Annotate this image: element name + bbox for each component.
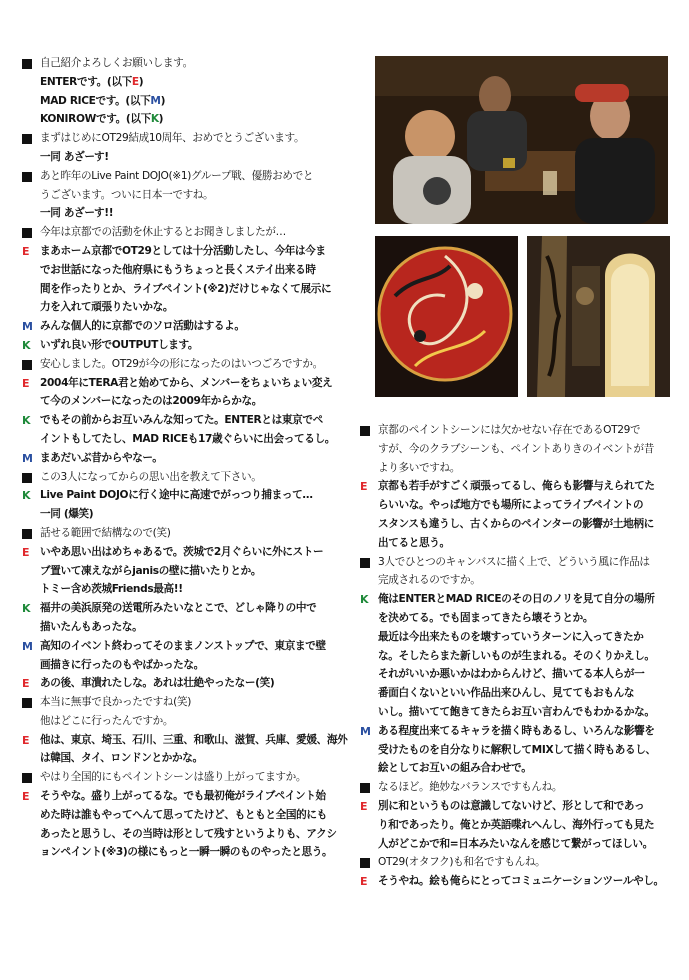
- speaker-k-marker: K: [22, 602, 31, 616]
- speaker-k-marker: K: [22, 489, 31, 503]
- left-line: [22, 129, 358, 148]
- right-line: [360, 759, 675, 778]
- right-line: [360, 571, 675, 590]
- line-text: ENTERです。(以下: [40, 75, 132, 88]
- question-bullet-icon: [22, 172, 32, 182]
- left-line: [22, 524, 358, 543]
- speaker-e-marker: E: [22, 677, 30, 691]
- question-bullet-icon: [22, 698, 32, 708]
- line-text: それがいいか悪いかはわからんけど、描いてる本人らが一: [378, 668, 645, 681]
- left-line: [22, 843, 358, 862]
- speaker-abbrev: K: [150, 113, 159, 126]
- left-line: [22, 505, 358, 524]
- line-text: 本当に無事で良かったですね(笑): [40, 696, 191, 709]
- question-bullet-icon: [360, 858, 370, 868]
- line-text: 他はどこに行ったんですか。: [40, 714, 174, 727]
- speaker-k-marker: K: [22, 414, 31, 428]
- line-text: 一同 あざーす!: [40, 150, 109, 163]
- line-text: みんな個人的に京都でのソロ活動はするよ。: [40, 320, 245, 333]
- left-line: [22, 430, 358, 449]
- left-line: [22, 186, 358, 205]
- speaker-e-marker: E: [360, 480, 368, 494]
- left-line: [22, 298, 358, 317]
- right-line: [360, 459, 675, 478]
- line-text: いやあ思い出はめちゃあるで。茨城で2月ぐらいに外にストー: [40, 545, 324, 558]
- right-line: [360, 872, 675, 891]
- speaker-m-marker: M: [22, 451, 33, 465]
- right-line: [360, 590, 675, 609]
- left-line: [22, 449, 358, 468]
- line-tail: ): [158, 113, 164, 126]
- right-line: [360, 628, 675, 647]
- line-text: そうやな。盛り上がってるな。でも最初俺がライブペイント始: [40, 790, 326, 803]
- line-text: 別に和というものは意識してないけど、形として和であっ: [378, 799, 645, 812]
- left-line: [22, 656, 358, 675]
- photo-painting-circle: [375, 236, 518, 397]
- line-text: あと昨年のLive Paint DOJO(※1)グループ戦、優勝おめでと: [40, 169, 314, 182]
- right-line: [360, 778, 675, 797]
- mural-drawing: [527, 236, 670, 397]
- question-bullet-icon: [22, 59, 32, 69]
- right-line: [360, 496, 675, 515]
- left-line: [22, 54, 358, 73]
- line-text: 受けたものを自分なりに解釈してMIXして描く時もあるし、: [378, 743, 656, 756]
- line-text: 自己紹介よろしくお願いします。: [40, 57, 193, 69]
- line-text: 2004年にTERA君と始めてから、メンバーをちょいちょい変え: [40, 376, 333, 389]
- right-line: [360, 816, 675, 835]
- right-line: [360, 647, 675, 666]
- line-text: この3人になってからの思い出を教えて下さい。: [40, 470, 262, 483]
- right-line: [360, 553, 675, 572]
- left-line: [22, 317, 358, 336]
- speaker-e-marker: E: [360, 875, 368, 889]
- right-line: [360, 703, 675, 722]
- line-text: 3人でひとつのキャンバスに描く上で、どういう風に作品は: [378, 555, 650, 568]
- left-line: [22, 167, 358, 186]
- question-bullet-icon: [360, 426, 370, 436]
- left-line: [22, 562, 358, 581]
- right-line: [360, 609, 675, 628]
- line-text: らいいな。やっぱ地方でも場所によってライブペイントの: [378, 499, 644, 512]
- line-text: 一同 あざーす!!: [40, 207, 114, 220]
- right-line: [360, 440, 675, 459]
- speaker-k-marker: K: [22, 338, 31, 352]
- line-text: ョンペイント(※3)の様にもっと一瞬一瞬のものやったと思う。: [40, 846, 333, 859]
- question-bullet-icon: [360, 783, 370, 793]
- line-text: 出てると思う。: [378, 536, 450, 549]
- line-text: いずれ良い形でOUTPUTします。: [40, 338, 199, 351]
- line-text: 話せる範囲で結構なので(笑): [40, 526, 171, 539]
- line-text: 間を作ったりとか、ライブペイント(※2)だけじゃなくて展示に: [40, 282, 332, 295]
- photo-mural-doorway: [527, 236, 670, 397]
- line-text: OT29(オタフク)も和名ですもんね。: [378, 856, 546, 869]
- line-text: うございます。ついに日本一ですね。: [40, 188, 214, 201]
- line-text: を決めてる。でも固まってきたら壊そうとか。: [378, 611, 594, 624]
- line-text: ブ置いて凍えながらjanisの壁に描いたりとか。: [40, 564, 262, 577]
- line-text: まあホーム京都でOT29としては十分活動したし、今年は今ま: [40, 244, 326, 257]
- left-line: [22, 468, 358, 487]
- right-line: [360, 534, 675, 553]
- left-line: [22, 768, 358, 787]
- left-line: [22, 280, 358, 299]
- line-text: すが、今のクラブシーンも、ペイントありきのイベントが昔: [378, 442, 654, 455]
- line-text: あったと思うし、その当時は形として残すというよりも、アクシ: [40, 827, 337, 840]
- left-line: [22, 693, 358, 712]
- line-text: 絵としてお互いの組み合わせで。: [378, 762, 532, 775]
- left-line: [22, 825, 358, 844]
- left-line: [22, 242, 358, 261]
- left-line: [22, 749, 358, 768]
- line-text: て今のメンバーになったのは2009年からかな。: [40, 395, 262, 408]
- left-line: [22, 92, 358, 111]
- question-bullet-icon: [22, 529, 32, 539]
- line-text: 番面白くないといい作品出来ひんし、見ててもおもんな: [378, 687, 635, 700]
- speaker-e-marker: E: [22, 244, 30, 258]
- line-text: 力を入れて頑張りたいかな。: [40, 301, 174, 314]
- line-text: ある程度出来てるキャラを描く時もあるし、いろんな影響を: [378, 724, 655, 737]
- line-text: トミー含め茨城Friends最高!!: [40, 583, 183, 596]
- left-line: [22, 712, 358, 731]
- line-text: でお世話になった他府県にもうちょっと長くステイ出来る時: [40, 263, 316, 276]
- line-text: イントもしてたし、MAD RICEも17歳ぐらいに出会ってるし。: [40, 432, 335, 445]
- speaker-e-marker: E: [22, 545, 30, 559]
- question-bullet-icon: [22, 134, 32, 144]
- right-line: [360, 477, 675, 496]
- line-text: 京都のペイントシーンには欠かせない存在であるOT29で: [378, 424, 641, 436]
- left-line: [22, 110, 358, 129]
- left-line: [22, 637, 358, 656]
- left-line: [22, 336, 358, 355]
- speaker-m-marker: M: [360, 724, 371, 738]
- right-line: [360, 722, 675, 741]
- line-text: いし。描いてて飽きてきたらお互い言わんでもわかるかな。: [378, 705, 655, 718]
- right-line: [360, 684, 675, 703]
- right-line: [360, 515, 675, 534]
- line-text: まあだいぶ昔からやなー。: [40, 451, 163, 464]
- line-text: でもその前からお互いみんな知ってた。ENTERとは東京でペ: [40, 414, 323, 427]
- line-text: 他は、東京、埼玉、石川、三重、和歌山、滋賀、兵庫、愛媛、海外: [40, 733, 348, 746]
- photo-members-drawing: [375, 56, 668, 224]
- left-line: [22, 392, 358, 411]
- left-line: [22, 73, 358, 92]
- speaker-abbrev: E: [131, 75, 139, 88]
- question-bullet-icon: [22, 360, 32, 370]
- line-text: 今年は京都での活動を休止するとお聞きしましたが…: [40, 226, 286, 239]
- left-line: [22, 731, 358, 750]
- right-line: [360, 835, 675, 854]
- line-text: KONIROWです。(以下: [40, 113, 151, 126]
- line-text: めた時は誰もやってへんて思ってたけど、もともと全国的にも: [40, 808, 327, 821]
- left-line: [22, 806, 358, 825]
- line-text: あの後、車潰れたしな。あれは壮絶やったなー(笑): [40, 677, 275, 690]
- line-text: スタンスも違うし、古くからのペインターの影響が土地柄に: [378, 517, 654, 530]
- line-text: MAD RICEです。(以下: [40, 94, 151, 107]
- line-text: 高知のイベント終わってそのままノンストップで、東京まで壁: [40, 639, 326, 652]
- line-text: 安心しました。OT29が今の形になったのはいつごろですか。: [40, 357, 323, 370]
- speaker-e-marker: E: [360, 799, 368, 813]
- line-text: り和であったり。俺とか英語喋れへんし、海外行っても見た: [378, 818, 655, 831]
- left-line: [22, 374, 358, 393]
- line-text: 俺はENTERとMAD RICEのその日のノリを見て自分の場所: [378, 593, 655, 606]
- line-text: 福井の美浜原発の送電所みたいなとこで、どしゃ降りの中で: [40, 602, 317, 615]
- right-line: [360, 421, 675, 440]
- line-text: なるほど。絶妙なバランスですもんね。: [378, 781, 563, 794]
- line-text: 一同 (爆笑): [40, 508, 94, 521]
- left-line: [22, 543, 358, 562]
- question-bullet-icon: [360, 558, 370, 568]
- line-text: まずはじめにOT29結成10周年、おめでとうございます。: [40, 132, 305, 145]
- line-text: Live Paint DOJOに行く途中に高速でがっつり捕まって…: [40, 489, 313, 502]
- speaker-k-marker: K: [360, 593, 369, 607]
- right-line: [360, 797, 675, 816]
- line-text: 完成されるのですか。: [378, 574, 481, 587]
- question-bullet-icon: [22, 228, 32, 238]
- line-text: やはり全国的にもペイントシーンは盛り上がってますか。: [40, 771, 307, 784]
- left-line: [22, 411, 358, 430]
- speaker-abbrev: M: [150, 94, 161, 107]
- left-line: [22, 580, 358, 599]
- speaker-e-marker: E: [22, 790, 30, 804]
- left-line: [22, 148, 358, 167]
- interview-right-column: [360, 421, 675, 891]
- line-text: 人がどこかで和=日本みたいなんを感じて繋がってほしい。: [378, 837, 653, 850]
- line-text: より多いですね。: [378, 461, 460, 474]
- line-text: 最近は今出来たものを壊すっていうターンに入ってきたか: [378, 630, 644, 643]
- line-tail: ): [138, 75, 144, 88]
- line-tail: ): [160, 94, 166, 107]
- left-line: [22, 618, 358, 637]
- speaker-m-marker: M: [22, 639, 33, 653]
- line-text: 京都も若手がすごく頑張ってるし、俺らも影響与えられてた: [378, 480, 655, 493]
- left-line: [22, 223, 358, 242]
- line-text: そうやね。絵も俺らにとってコミュニケーションツールやし。: [378, 875, 664, 888]
- left-line: [22, 204, 358, 223]
- speaker-e-marker: E: [22, 733, 30, 747]
- left-line: [22, 674, 358, 693]
- line-text: 描いたんもあったな。: [40, 620, 143, 633]
- left-line: [22, 355, 358, 374]
- photo-members-laughing: [375, 56, 668, 224]
- left-line: [22, 787, 358, 806]
- right-line: [360, 665, 675, 684]
- speaker-m-marker: M: [22, 320, 33, 334]
- right-line: [360, 741, 675, 760]
- interview-left-column: [22, 54, 358, 862]
- question-bullet-icon: [22, 473, 32, 483]
- line-text: 画描きに行ったのもやばかったな。: [40, 658, 204, 671]
- left-line: [22, 599, 358, 618]
- painting-drawing: [375, 236, 518, 397]
- line-text: は韓国、タイ、ロンドンとかかな。: [40, 752, 203, 765]
- line-text: な。そしたらまた新しいものが生まれる。そのくりかえし。: [378, 649, 655, 662]
- right-line: [360, 853, 675, 872]
- question-bullet-icon: [22, 773, 32, 783]
- left-line: [22, 486, 358, 505]
- left-line: [22, 261, 358, 280]
- speaker-e-marker: E: [22, 376, 30, 390]
